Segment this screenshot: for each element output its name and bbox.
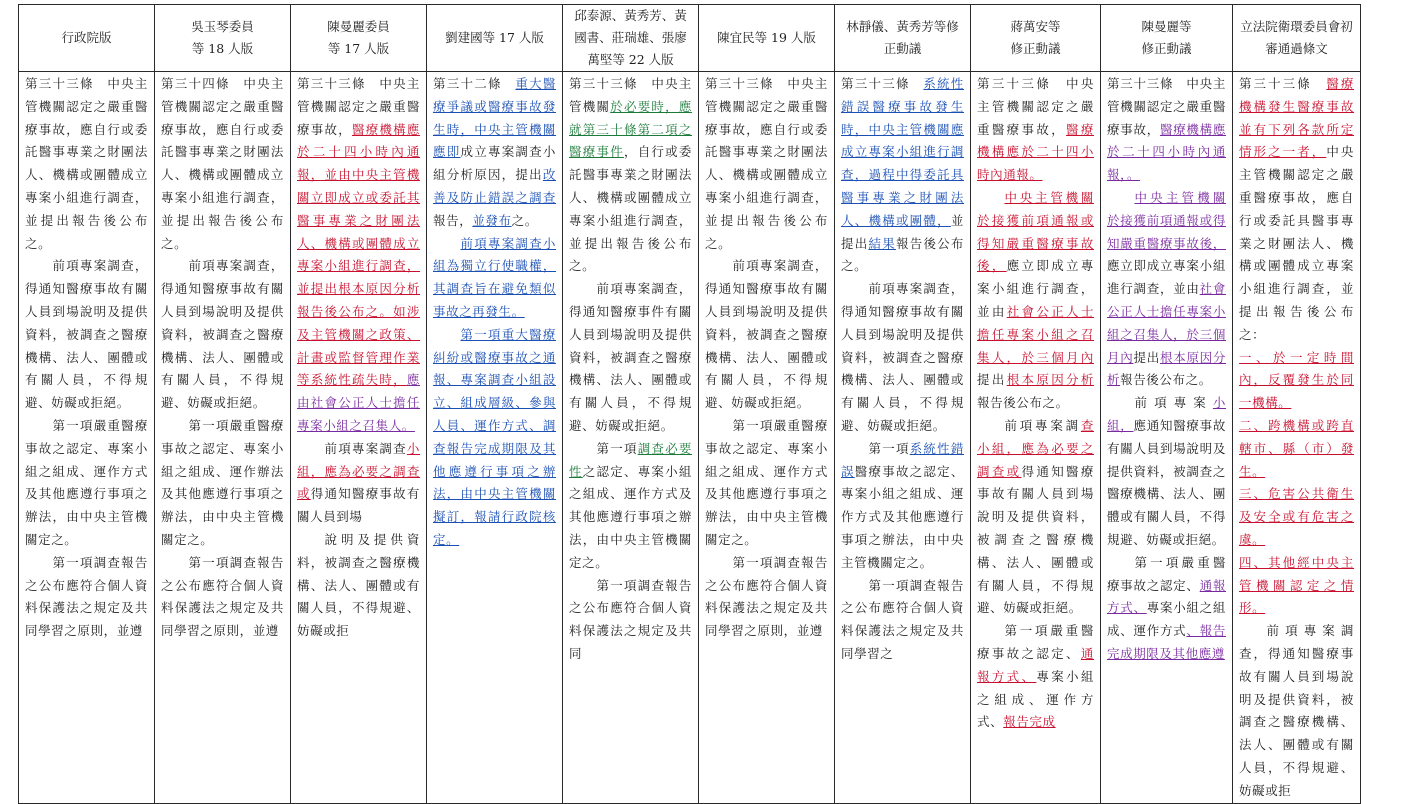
clause-paragraph — [433, 233, 556, 324]
clause-text: 之認定、專案小組之組成、運作方式及其他應遵行事項之辦法，由中央主管機關定之。 — [569, 463, 692, 570]
amended-text: 系統性錯誤醫療事故發生時，中央主管機關應成立專案小組進行調查，過程中得委託具醫事專業之財團法人、機構或團體， — [841, 76, 964, 228]
column-cell-1 — [19, 72, 155, 804]
amended-text: 通報方式、 — [1107, 577, 1227, 616]
clause-text: 第一項嚴重醫療事故之認定、 — [977, 623, 1094, 661]
clause-text: 前項專案調查，得通知醫療事故有關人員到場說明及提供資料，被調查之醫療機構、法人、團體或有關人員，不得規避、妨礙或拒絕。 — [841, 281, 964, 433]
clause-text: 第一項調查報告之公布應符合個人資料保護法之規定及共同學習之原則，並遵 — [161, 554, 284, 639]
clause-paragraph — [1239, 415, 1354, 483]
column-header-10: 立法院衛環委員會初 審通過條文 — [1233, 5, 1361, 72]
column-cell-4 — [427, 72, 563, 804]
column-header-8: 蔣萬安等 修正動議 — [971, 5, 1101, 72]
amended-text: 醫療機構應於二十四小時內通報。 — [977, 121, 1094, 183]
column-cell-3 — [291, 72, 427, 804]
clause-text: 第一項嚴重醫療事故之認定、專案小組之組成、運作方式及其他應遵行事項之辦法，由中央主管機關定之。 — [705, 417, 828, 547]
amended-text: 醫療機構應於二十四小時內通報，並由中央主管機關立即成立或委託其醫事專業之財團法人、機構或團體成立專案小組進行調查，並提出根本原因分析報告後公布之。如涉及主管機關之政策、計畫或監督管理作業等系統性疏失時， — [297, 121, 420, 388]
clause-text: 前項專案調查，得通知醫療事故有關人員到場說明及提供資料，被調查之醫療機構、法人、團體或有關人員，不得規避、妨礙或拒絕。 — [25, 258, 148, 411]
amended-text: 中央主管機關於接獲前項通報或得知嚴重醫療事故後， — [977, 189, 1094, 274]
clause-text: 提出 — [977, 372, 1007, 388]
clause-paragraph — [569, 438, 692, 575]
amended-text: 社會公正人士擔任專案小組之召集人，於三個月內 — [977, 303, 1094, 365]
amended-text: 根本原因分析 — [1107, 349, 1227, 388]
amended-text: 醫療機構應於二十四小時內通報，。 — [1107, 121, 1226, 183]
column-header-6: 陳宜民等 19 人版 — [699, 5, 835, 72]
amended-text: 查小組，應為必要之調查或 — [977, 417, 1094, 479]
clause-text: 得通知醫療事故有關人員到場 — [297, 486, 420, 525]
amended-text: 第一項重大醫療糾紛或醫療事故之通報、專案調查小組設立、組成層級、參與人員、運作方式、調查報告完成期限及其他應遵行事項之辦法，由中央主管機關擬訂，報請行政院核定。 — [433, 326, 556, 547]
clause-text: 應通知醫療事故有關人員到場說明及提供資料，被調查之醫療機構、法人、團體或有關人員，不得規避、妨礙或拒絕。 — [1107, 417, 1227, 547]
clause-text: 報告後公布之。 — [841, 235, 965, 274]
clause-text: 報告後公布之。 — [1120, 372, 1212, 388]
clause-text: 醫療事故之認定、專案小組之組成、運作方式及其他應遵行事項之辦法，由中央主管機關定之。 — [841, 463, 964, 570]
clause-paragraph — [1239, 483, 1354, 551]
clause-paragraph — [977, 187, 1094, 415]
clause-text: 得通知醫療事故有關人員到場說明及提供資料，被調查之醫療機構、法人、團體或有關人員，不得規避、妨礙或拒絕。 — [977, 463, 1094, 616]
clause-text: 第三十三條 中央主管機關 — [569, 76, 692, 114]
clause-paragraph — [705, 415, 828, 552]
clause-paragraph — [705, 255, 828, 415]
clause-paragraph — [569, 73, 692, 278]
clause-paragraph — [841, 575, 964, 666]
clause-paragraph — [161, 73, 284, 255]
clause-text: 專案小組之組成、運作方式、 — [977, 668, 1094, 730]
amended-text: 結果 — [868, 235, 896, 251]
clause-text: 第三十三條 中央主管機關認定之嚴重醫療事故， — [1107, 76, 1226, 137]
amended-text: 並發布 — [472, 212, 512, 228]
clause-paragraph — [841, 438, 964, 575]
clause-text: 提出 — [1133, 349, 1160, 365]
amended-text: 一、於一定時間內，反覆發生於同一機構。 — [1239, 349, 1354, 411]
clause-text: 前項專案調查，得通知醫療事件有關人員到場說明及提供資料，被調查之醫療機構、法人、團體或有關人員，不得規避、妨礙或拒絕。 — [569, 281, 692, 433]
clause-text: 前項專案調查，得通知醫療事故有關人員到場說明及提供資料，被調查之醫療機構、法人、團體或有關人員，不得規避、妨礙或拒絕。 — [705, 258, 828, 411]
clause-paragraph — [1107, 552, 1226, 666]
clause-text: 第三十三條 — [841, 76, 924, 91]
clause-paragraph — [161, 552, 284, 643]
clause-paragraph — [841, 278, 964, 438]
column-cell-9 — [1101, 72, 1233, 804]
clause-text: 第一項 — [868, 440, 910, 456]
column-cell-10 — [1233, 72, 1361, 804]
clause-paragraph — [1107, 73, 1226, 187]
clause-paragraph — [161, 415, 284, 552]
clause-text: 第一項調查報告之公布應符合個人資料保護法之規定及共同 — [569, 577, 692, 661]
clause-text: 並提出 — [841, 212, 964, 251]
column-cell-7 — [835, 72, 971, 804]
body-row — [19, 72, 1361, 804]
column-cell-5 — [563, 72, 699, 804]
clause-text: 第一項 — [596, 440, 638, 456]
column-header-4: 劉建國等 17 人版 — [427, 5, 563, 72]
amended-text: 小組， — [1107, 395, 1226, 433]
clause-text: 第一項嚴重醫療事故之認定、專案小組之組成、運作方式及其他應遵行事項之辦法，由中央主管機關定之。 — [25, 417, 148, 547]
clause-paragraph — [25, 415, 148, 552]
clause-text: 前項專案調 — [1004, 417, 1081, 433]
clause-paragraph — [705, 73, 828, 255]
amended-text: 四、其他經中央主管機關認定之情形。 — [1239, 554, 1354, 616]
clause-text: 第三十三條 中央主管機關認定之嚴重醫療事故， — [297, 76, 420, 137]
amended-text: 二、跨機構或跨直轄市、縣（市）發生。 — [1239, 417, 1354, 479]
amended-text: 通報方式、 — [977, 645, 1094, 684]
clause-text: 第三十三條 — [1239, 76, 1327, 91]
clause-text: 成立專案調查小組分析原因，提出 — [433, 144, 557, 183]
amended-text: 中央主管機關於接獲前項通報或得知嚴重醫療事故後， — [1107, 189, 1226, 251]
clause-text: 中央主管機關認定之嚴重醫療事故，應自行或委託具醫事專業之財團法人、機構或團體成立專案小組進行調查，並提出報告後公布之： — [1239, 144, 1354, 342]
clause-text: 第三十二條 — [433, 76, 516, 91]
clause-text: 第一項調查報告之公布應符合個人資料保護法之規定及共同學習之原則，並遵 — [25, 554, 148, 639]
amended-text: 調查必要性 — [569, 440, 692, 479]
clause-paragraph — [25, 73, 148, 255]
column-cell-2 — [155, 72, 291, 804]
amended-text: 根本原因分析 — [1006, 372, 1094, 388]
clause-text: 第一項調查報告之公布應符合個人資料保護法之規定及共同學習之原則，並遵 — [705, 554, 828, 639]
clause-paragraph — [1239, 347, 1354, 415]
column-header-9: 陳曼麗等 修正動議 — [1101, 5, 1233, 72]
clause-text: 前項專案調查，得通知醫療事故有關人員到場說明及提供資料，被調查之醫療機構、法人、團體或有關人員，不得規避、妨礙或拒 — [1239, 623, 1354, 798]
clause-paragraph — [569, 278, 692, 438]
clause-paragraph — [297, 73, 420, 438]
clause-text: 第三十三條 中央主管機關認定之嚴重醫療事故，應自行或委託醫事專業之財團法人、機構或團體成立專案小組進行調查，並提出報告後公布之。 — [25, 76, 148, 251]
amended-text: 應由社會公正人士擔任專案小組之召集人。 — [297, 372, 420, 433]
clause-paragraph — [977, 415, 1094, 620]
column-cell-8 — [971, 72, 1101, 804]
amended-text: 、報告完成期限及其他應遵 — [1107, 623, 1226, 661]
clause-paragraph — [433, 73, 556, 233]
clause-text: 報告後公布之。 — [977, 395, 1069, 411]
clause-text: 第一項嚴重醫療事故之認定、專案小組之組成、運作辦法及其他應遵行事項之辦法，由中央主管機關定之。 — [161, 417, 284, 547]
clause-text: 第三十三條 中央主管機關認定之嚴重醫療事故， — [977, 76, 1094, 137]
clause-text: 專案小組之組成、運作方式 — [1107, 600, 1226, 639]
amended-text: 前項專案調查小組為獨立行使職權，其調查旨在避免類似事故之再發生。 — [433, 235, 556, 319]
clause-paragraph — [433, 324, 556, 552]
clause-text: 前項專案調查，得通知醫療事故有關人員到場說明及提供資料，被調查之醫療機構、法人、團體或有關人員，不得規避、妨礙或拒絕。 — [161, 258, 284, 411]
clause-text: 第三十四條 中央主管機關認定之嚴重醫療事故，應自行或委託醫事專業之財團法人、機構或團體成立專案小組進行調查，並提出報告後公布之。 — [161, 76, 284, 251]
clause-paragraph — [1239, 73, 1354, 347]
clause-text: 應立即成立專案小組進行調查，並由 — [1107, 258, 1226, 297]
amended-text: 報告完成 — [1003, 714, 1056, 730]
column-header-7: 林靜儀、黃秀芳等修 正動議 — [835, 5, 971, 72]
clause-text: 前項專案 — [1134, 395, 1213, 411]
clause-paragraph — [977, 73, 1094, 187]
clause-text: 前項專案調查 — [324, 440, 407, 456]
clause-text: 說明及提供資料，被調查之醫療機構、法人、團體或有關人員，不得規避、妨礙或拒 — [297, 531, 420, 639]
clause-text: 第一項調查報告之公布應符合個人資料保護法之規定及共同學習之 — [841, 577, 964, 661]
column-header-1: 行政院版 — [19, 5, 155, 72]
clause-text: 第三十三條 中央主管機關認定之嚴重醫療事故，應自行或委託醫事專業之財團法人、機構或團體成立專案小組進行調查，並提出報告後公布之。 — [705, 76, 828, 251]
clause-paragraph — [25, 552, 148, 643]
clause-paragraph — [297, 529, 420, 643]
amended-text: 系統性錯誤 — [841, 440, 964, 479]
amended-text: 醫療機構發生醫療事故並有下列各款所定情形之一者， — [1239, 76, 1354, 160]
amended-text: 重大醫療爭議或醫療事故發生時，中央主管機關應即 — [433, 76, 556, 160]
clause-text: ，自行或委託醫事專業之財團法人、機構或團體成立專案小組進行調查，並提出報告後公布之。 — [569, 144, 692, 274]
column-cell-6 — [699, 72, 835, 804]
clause-text: 報告， — [433, 212, 473, 228]
clause-paragraph — [297, 438, 420, 529]
amended-text: 三、危害公共衛生及安全或有危害之虞。 — [1239, 486, 1354, 547]
clause-paragraph — [705, 552, 828, 643]
clause-paragraph — [161, 255, 284, 415]
amended-text: 於必要時，應就第三十條第二項之醫療事件 — [569, 98, 692, 160]
column-header-3: 陳曼麗委員 等 17 人版 — [291, 5, 427, 72]
clause-paragraph — [1107, 187, 1226, 392]
comparison-table — [18, 4, 1361, 804]
clause-paragraph — [1239, 620, 1354, 802]
clause-paragraph — [25, 255, 148, 415]
clause-text: 之。 — [511, 212, 538, 228]
header-row — [19, 5, 1361, 72]
amended-text: 改善及防止錯誤之調查 — [433, 167, 556, 205]
clause-paragraph — [841, 73, 964, 278]
column-header-5: 邱泰源、黃秀芳、黃 國書、莊瑞雄、張廖 萬堅等 22 人版 — [563, 5, 699, 72]
clause-text: 應立即成立專案小組進行調查，並由 — [977, 258, 1094, 319]
clause-text: 第一項嚴重醫療事故之認定、 — [1107, 554, 1226, 593]
clause-paragraph — [977, 620, 1094, 734]
clause-paragraph — [569, 575, 692, 666]
amended-text: 社會公正人士擔任專案小組之召集人，於三個月內 — [1107, 281, 1227, 365]
clause-paragraph — [1239, 552, 1354, 620]
amended-text: 小組，應為必要之調查或 — [297, 440, 420, 502]
comparison-table-wrapper — [18, 4, 1361, 804]
clause-paragraph — [1107, 392, 1226, 552]
column-header-2: 吳玉琴委員 等 18 人版 — [155, 5, 291, 72]
